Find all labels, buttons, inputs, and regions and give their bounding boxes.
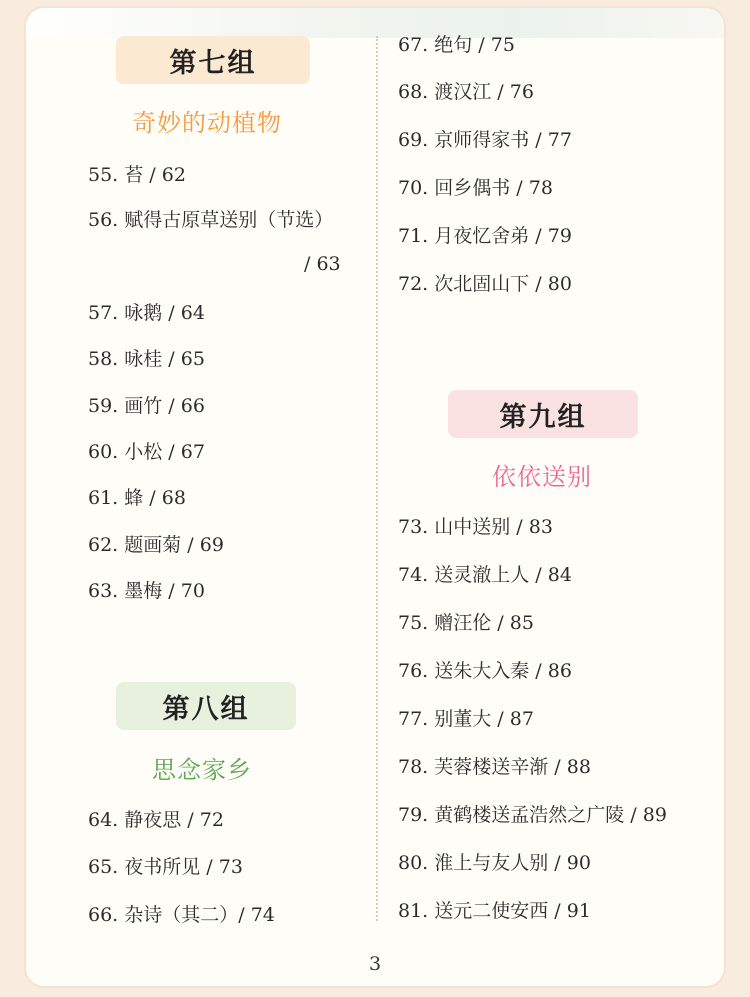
- list-item[interactable]: 76. 送朱大入秦 / 86: [398, 660, 572, 682]
- list-item[interactable]: 79. 黄鹤楼送孟浩然之广陵 / 89: [398, 804, 667, 826]
- list-item[interactable]: 59. 画竹 / 66: [88, 395, 205, 417]
- list-item[interactable]: 64. 静夜思 / 72: [88, 809, 224, 831]
- list-item[interactable]: 75. 赠汪伦 / 85: [398, 612, 534, 634]
- list-item[interactable]: 72. 次北固山下 / 80: [398, 273, 572, 295]
- group-7-theme: 奇妙的动植物: [132, 109, 282, 137]
- list-item[interactable]: 58. 咏桂 / 65: [88, 348, 205, 370]
- group-8-theme: 思念家乡: [152, 756, 252, 784]
- list-item[interactable]: 57. 咏鹅 / 64: [88, 302, 205, 324]
- list-item[interactable]: 77. 别董大 / 87: [398, 708, 534, 730]
- column-divider: [376, 36, 378, 921]
- list-item[interactable]: 70. 回乡偶书 / 78: [398, 177, 553, 199]
- list-item[interactable]: 69. 京师得家书 / 77: [398, 129, 572, 151]
- list-item[interactable]: 71. 月夜忆舍弟 / 79: [398, 225, 572, 247]
- top-decoration: [26, 8, 724, 38]
- group-8-heading: 第八组: [116, 682, 296, 730]
- list-item-page[interactable]: / 63: [304, 253, 341, 275]
- list-item[interactable]: 55. 苔 / 62: [88, 164, 186, 186]
- list-item[interactable]: 81. 送元二使安西 / 91: [398, 900, 591, 922]
- list-item[interactable]: 56. 赋得古原草送别（节选）: [88, 209, 334, 231]
- list-item[interactable]: 62. 题画菊 / 69: [88, 534, 224, 556]
- list-item[interactable]: 78. 芙蓉楼送辛渐 / 88: [398, 756, 591, 778]
- list-item[interactable]: 66. 杂诗（其二）/ 74: [88, 904, 275, 926]
- list-item[interactable]: 61. 蜂 / 68: [88, 487, 186, 509]
- list-item[interactable]: 73. 山中送别 / 83: [398, 516, 553, 538]
- page-number: 3: [368, 953, 382, 975]
- list-item[interactable]: 60. 小松 / 67: [88, 441, 205, 463]
- list-item[interactable]: 67. 绝句 / 75: [398, 34, 515, 56]
- list-item[interactable]: 65. 夜书所见 / 73: [88, 856, 243, 878]
- list-item[interactable]: 80. 淮上与友人别 / 90: [398, 852, 591, 874]
- group-9-theme: 依依送别: [492, 463, 592, 491]
- list-item[interactable]: 74. 送灵澈上人 / 84: [398, 564, 572, 586]
- group-9-heading: 第九组: [448, 390, 638, 438]
- group-7-heading: 第七组: [116, 36, 310, 84]
- list-item[interactable]: 63. 墨梅 / 70: [88, 580, 205, 602]
- list-item[interactable]: 68. 渡汉江 / 76: [398, 81, 534, 103]
